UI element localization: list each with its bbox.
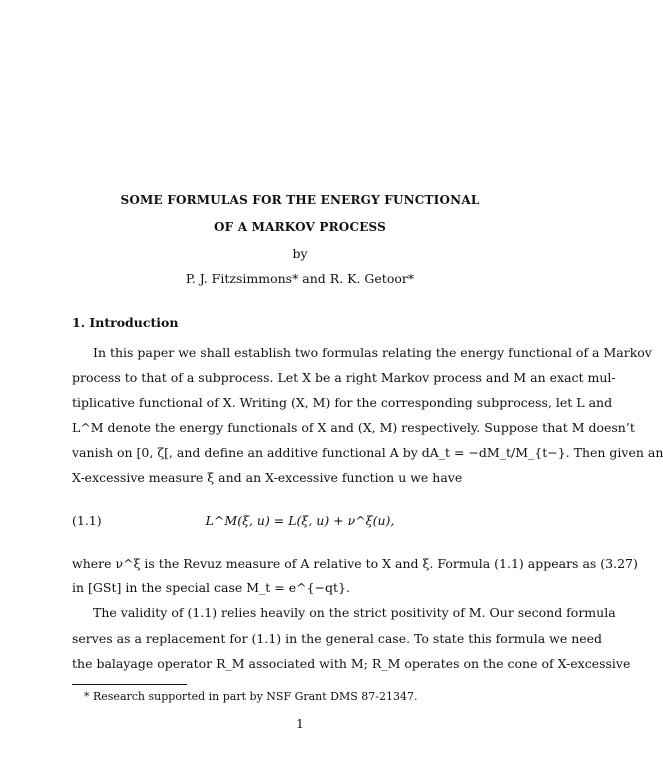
page-number: 1 bbox=[296, 716, 304, 731]
para2-line2: in [GSt] in the special case M_t = e^{−qt}. bbox=[72, 580, 351, 595]
footnote-rule bbox=[72, 684, 187, 685]
para2-line1: where ν^ξ is the Revuz measure of A relative to X and ξ. Formula (1.1) appears as (3.27) bbox=[72, 556, 638, 571]
para1-line6: X-excessive measure ξ and an X-excessive function u we have bbox=[72, 470, 463, 485]
section-heading: 1. Introduction bbox=[72, 315, 179, 330]
equation-number: (1.1) bbox=[72, 513, 102, 528]
para1-line4: L^M denote the energy functionals of X and (X, M) respectively. Suppose that M doesn’t bbox=[72, 420, 635, 435]
para1-line2: process to that of a subprocess. Let X be a right Markov process and M an exact mul- bbox=[72, 370, 616, 385]
equation-body: L^M(ξ, u) = L(ξ, u) + ν^ξ(u), bbox=[205, 513, 395, 528]
para3-line2: serves as a replacement for (1.1) in the general case. To state this formula we need bbox=[72, 631, 603, 646]
title-line-2: OF A MARKOV PROCESS bbox=[213, 220, 387, 234]
para3-line1: The validity of (1.1) relies heavily on the strict positivity of M. Our second formula bbox=[93, 605, 616, 620]
para3-line3: the balayage operator R_M associated with M; R_M operates on the cone of X-excessive bbox=[72, 656, 631, 671]
para1-line5: vanish on [0, ζ[, and define an additive functional A by dA_t = −dM_t/M_{t−}. Then given an bbox=[72, 445, 663, 460]
para1-line1: In this paper we shall establish two formulas relating the energy functional of a Markov bbox=[93, 345, 652, 360]
byline: by bbox=[292, 246, 308, 261]
authors: P. J. Fitzsimmons* and R. K. Getoor* bbox=[185, 271, 415, 286]
para1-line3: tiplicative functional of X. Writing (X, M) for the corresponding subprocess, let L and bbox=[72, 395, 613, 410]
title-line-1: SOME FORMULAS FOR THE ENERGY FUNCTIONAL bbox=[120, 193, 480, 207]
footnote: * Research supported in part by NSF Grant DMS 87-21347. bbox=[84, 690, 418, 703]
